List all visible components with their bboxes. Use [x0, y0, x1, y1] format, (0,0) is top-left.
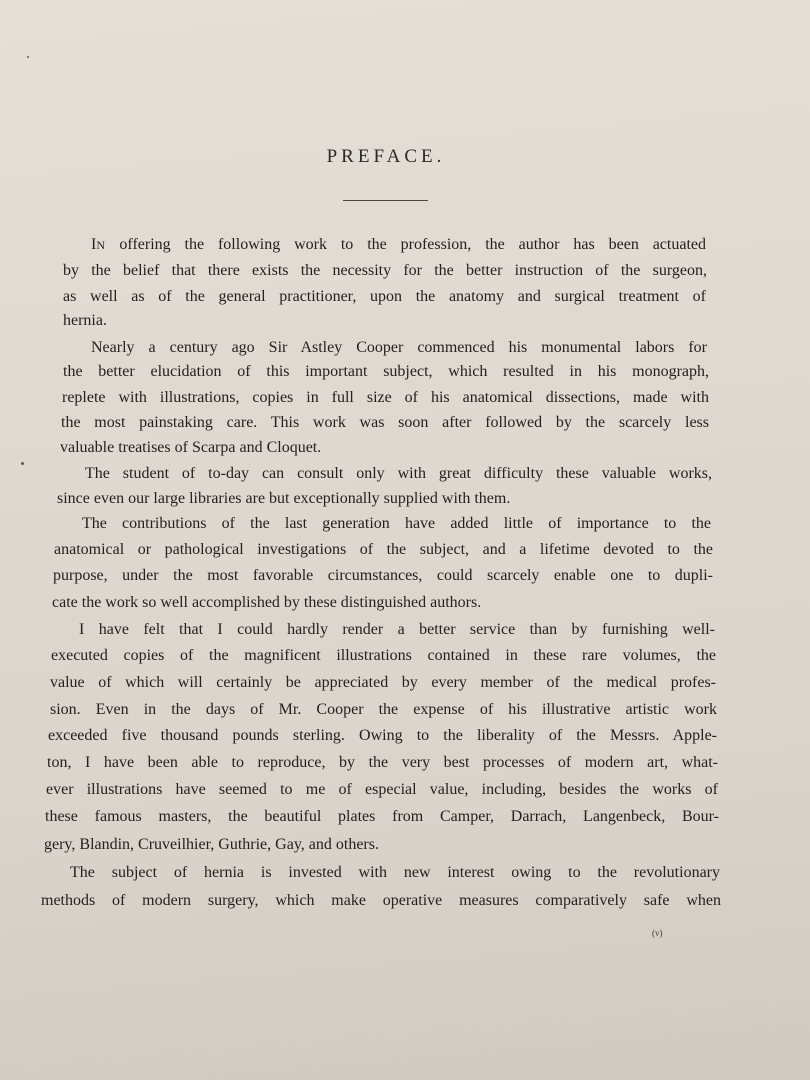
- text-line: gery, Blandin, Cruveilhier, Guthrie, Gay, and others.: [44, 836, 379, 853]
- text-line: as well as of the general practitioner, upon the anatomy and surgical treatment of: [63, 288, 706, 305]
- text-line: the most painstaking care. This work was soon after followed by the scarcely less: [61, 414, 709, 431]
- text-line: sion. Even in the days of Mr. Cooper the expense of his illustrative artistic work: [50, 701, 717, 718]
- text-line: The student of to-day can consult only with great difficulty these valuable works,: [85, 465, 712, 482]
- text-line: by the belief that there exists the necessity for the better instruction of the surgeon,: [63, 262, 707, 279]
- text-line: purpose, under the most favorable circumstances, could scarcely enable one to dupli-: [53, 567, 713, 584]
- dropcap: IN: [91, 236, 106, 253]
- text-line: The contributions of the last generation have added little of importance to the: [82, 515, 711, 532]
- text-line: since even our large libraries are but exceptionally supplied with them.: [57, 490, 511, 507]
- text-line: ton, I have been able to reproduce, by the very best processes of modern art, what-: [47, 754, 718, 771]
- page-title: PREFACE.: [326, 146, 446, 167]
- line-text: offering the following work to the profession, the author has been actuated: [119, 236, 707, 253]
- text-line: [91, 236, 706, 254]
- text-line: ever illustrations have seemed to me of especial value, including, besides the works of: [46, 781, 718, 798]
- text-line: executed copies of the magnificent illustrations contained in these rare volumes, the: [51, 647, 716, 664]
- text-line: these famous masters, the beautiful plates from Camper, Darrach, Langenbeck, Bour-: [45, 808, 719, 825]
- text-line: The subject of hernia is invested with new interest owing to the revolutionary: [70, 864, 720, 881]
- text-line: methods of modern surgery, which make operative measures comparatively safe when: [41, 892, 721, 909]
- text-line: cate the work so well accomplished by these distinguished authors.: [52, 594, 482, 611]
- text-line: the better elucidation of this important subject, which resulted in his monograph,: [63, 363, 709, 380]
- text-line: value of which will certainly be appreciated by every member of the medical profes-: [50, 674, 716, 691]
- page-number: (v): [652, 928, 663, 938]
- text-line: replete with illustrations, copies in full size of his anatomical dissections, made with: [62, 389, 709, 406]
- text-line: exceeded five thousand pounds sterling. Owing to the liberality of the Messrs. Apple-: [48, 727, 717, 744]
- text-line: valuable treatises of Scarpa and Cloquet.: [60, 439, 322, 456]
- text-line: Nearly a century ago Sir Astley Cooper commenced his monumental labors for: [91, 339, 707, 356]
- text-line: hernia.: [63, 312, 107, 329]
- text-line: anatomical or pathological investigations of the subject, and a lifetime devoted to the: [54, 541, 713, 558]
- text-line: I have felt that I could hardly render a better service than by furnishing well-: [79, 621, 715, 638]
